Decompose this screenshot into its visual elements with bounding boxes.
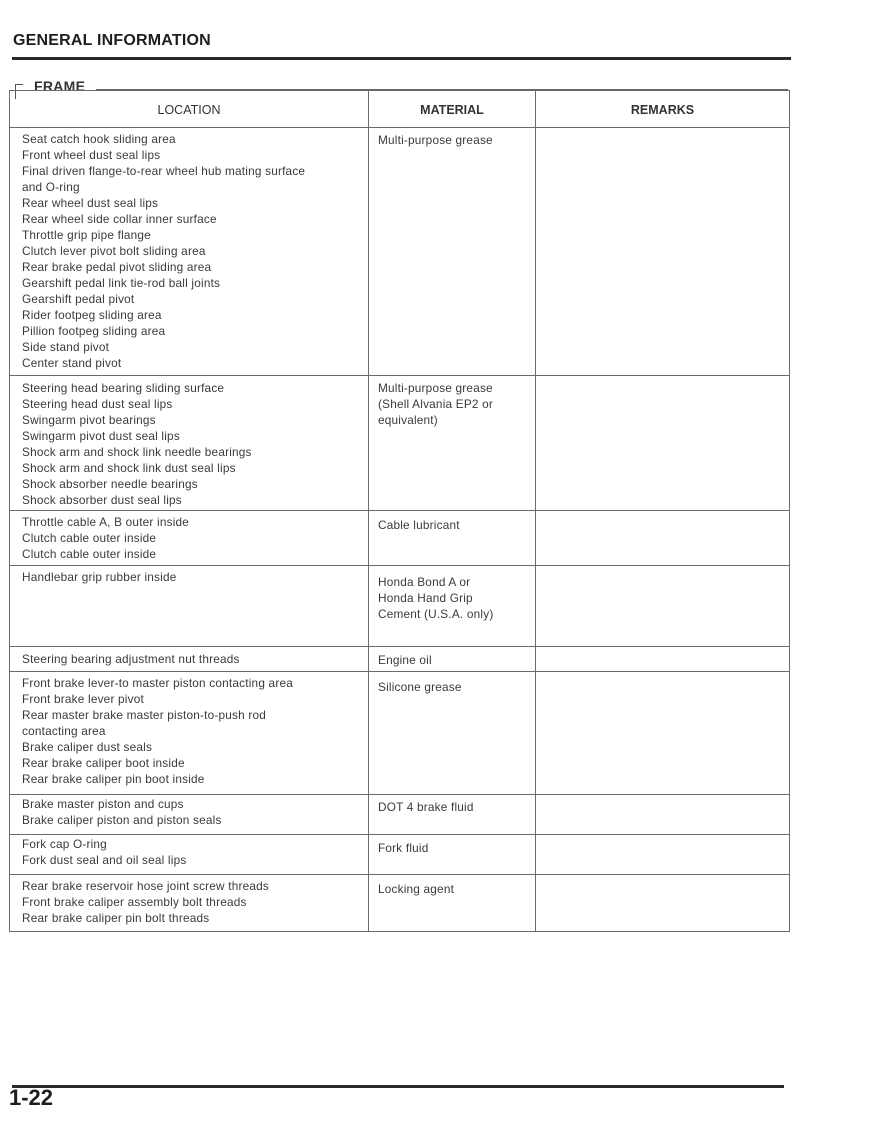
location-text: Brake master piston and cups — [22, 797, 184, 811]
location-cell — [10, 128, 369, 376]
material-cell — [369, 647, 536, 672]
location-cell — [10, 566, 369, 647]
location-cell — [10, 376, 369, 511]
material-text: Multi-purpose grease — [378, 133, 493, 147]
material-text: Cable lubricant — [378, 518, 460, 532]
location-text: Gearshift pedal link tie-rod ball joints — [22, 276, 221, 290]
location-text: Shock absorber dust seal lips — [22, 493, 182, 507]
location-text: Swingarm pivot bearings — [22, 413, 156, 427]
location-text: Rear brake reservoir hose joint screw threads — [22, 879, 270, 893]
table-row — [10, 875, 790, 932]
location-cell — [10, 511, 369, 566]
location-text: Rear master brake master piston-to-push rod — [22, 708, 266, 722]
column-header-location: LOCATION — [10, 91, 369, 128]
location-text: Rear brake pedal pivot sliding area — [22, 260, 212, 274]
location-text: Throttle grip pipe flange — [22, 228, 151, 242]
table-header-row — [10, 91, 790, 128]
material-cell — [369, 128, 536, 376]
location-text: Front wheel dust seal lips — [22, 148, 161, 162]
location-text: Rear wheel side collar inner surface — [22, 212, 217, 226]
location-text: Steering bearing adjustment nut threads — [22, 652, 240, 666]
location-text: Final driven flange-to-rear wheel hub mating surface — [22, 164, 306, 178]
location-text: Center stand pivot — [22, 356, 122, 370]
material-text: equivalent) — [378, 413, 438, 427]
lubrication-table — [9, 90, 790, 932]
material-cell — [369, 566, 536, 647]
location-text: Clutch lever pivot bolt sliding area — [22, 244, 206, 258]
footer-divider — [12, 1085, 784, 1088]
material-text: Locking agent — [378, 882, 455, 896]
location-cell — [10, 795, 369, 835]
location-text: Pillion footpeg sliding area — [22, 324, 166, 338]
location-text: Shock arm and shock link dust seal lips — [22, 461, 236, 475]
remarks-cell — [536, 128, 790, 376]
section-title: FRAME — [34, 78, 86, 94]
location-text: Brake caliper piston and piston seals — [22, 813, 222, 827]
location-text: Rear brake caliper boot inside — [22, 756, 185, 770]
location-text: Brake caliper dust seals — [22, 740, 153, 754]
location-text: Front brake lever-to master piston contacting area — [22, 676, 293, 690]
table-row — [10, 672, 790, 795]
location-text: Clutch cable outer inside — [22, 547, 157, 561]
location-text: Clutch cable outer inside — [22, 531, 157, 545]
remarks-cell — [536, 647, 790, 672]
location-text: Steering head dust seal lips — [22, 397, 173, 411]
location-text: Rider footpeg sliding area — [22, 308, 162, 322]
location-text: Steering head bearing sliding surface — [22, 381, 225, 395]
location-text: Gearshift pedal pivot — [22, 292, 135, 306]
location-text: Rear brake caliper pin bolt threads — [22, 911, 210, 925]
location-text: Swingarm pivot dust seal lips — [22, 429, 180, 443]
remarks-cell — [536, 795, 790, 835]
page-number: 1-22 — [9, 1085, 54, 1110]
location-text: Fork dust seal and oil seal lips — [22, 853, 187, 867]
location-text: Front brake lever pivot — [22, 692, 144, 706]
location-text: contacting area — [22, 724, 106, 738]
remarks-cell — [536, 835, 790, 875]
remarks-cell — [536, 672, 790, 795]
location-cell — [10, 835, 369, 875]
location-text: Front brake caliper assembly bolt threads — [22, 895, 247, 909]
material-cell — [369, 795, 536, 835]
material-cell — [369, 875, 536, 932]
page-header-title: GENERAL INFORMATION — [13, 32, 211, 49]
material-text: (Shell Alvania EP2 or — [378, 397, 494, 411]
location-text: Rear brake caliper pin boot inside — [22, 772, 205, 786]
location-text: Handlebar grip rubber inside — [22, 570, 177, 584]
location-text: Rear wheel dust seal lips — [22, 196, 159, 210]
location-text: and O-ring — [22, 180, 80, 194]
table-row — [10, 795, 790, 835]
table-row — [10, 128, 790, 376]
location-cell — [10, 672, 369, 795]
location-text: Side stand pivot — [22, 340, 110, 354]
table-row — [10, 566, 790, 647]
material-text: DOT 4 brake fluid — [378, 800, 474, 814]
header-divider — [12, 57, 791, 60]
location-text: Fork cap O-ring — [22, 837, 107, 851]
column-header-remarks: REMARKS — [536, 91, 790, 128]
material-cell — [369, 376, 536, 511]
material-cell — [369, 835, 536, 875]
table-row — [10, 376, 790, 511]
material-text: Engine oil — [378, 653, 432, 667]
location-text: Shock absorber needle bearings — [22, 477, 198, 491]
table-row — [10, 511, 790, 566]
material-text: Multi-purpose grease — [378, 381, 493, 395]
remarks-cell — [536, 376, 790, 511]
table-row — [10, 835, 790, 875]
material-text: Honda Bond A or — [378, 575, 471, 589]
material-text: Cement (U.S.A. only) — [378, 607, 494, 621]
remarks-cell — [536, 875, 790, 932]
material-text: Honda Hand Grip — [378, 591, 473, 605]
remarks-cell — [536, 566, 790, 647]
remarks-cell — [536, 511, 790, 566]
material-cell — [369, 672, 536, 795]
location-text: Seat catch hook sliding area — [22, 132, 176, 146]
location-cell — [10, 647, 369, 672]
location-text: Throttle cable A, B outer inside — [22, 515, 190, 529]
column-header-material: MATERIAL — [369, 91, 536, 128]
location-cell — [10, 875, 369, 932]
material-text: Silicone grease — [378, 680, 462, 694]
material-cell — [369, 511, 536, 566]
table-row — [10, 647, 790, 672]
material-text: Fork fluid — [378, 841, 429, 855]
location-text: Shock arm and shock link needle bearings — [22, 445, 252, 459]
